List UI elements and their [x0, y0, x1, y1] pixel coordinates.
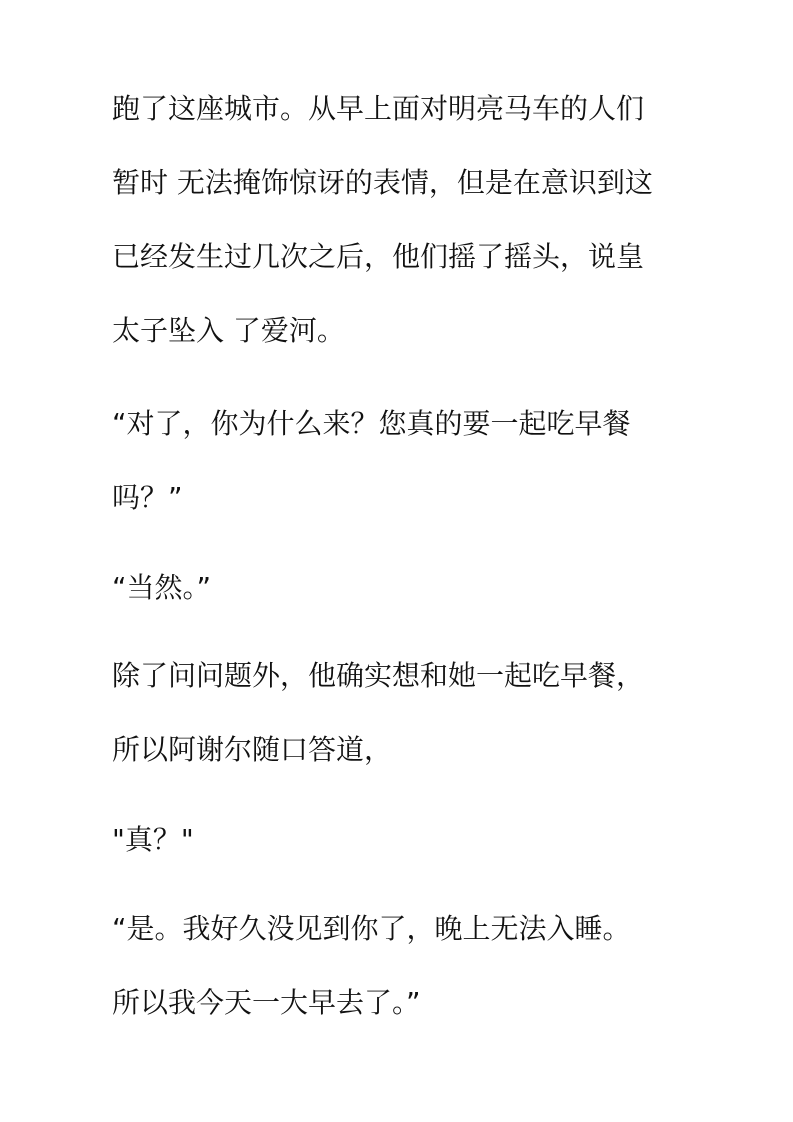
text-line-6: 吗？” [112, 481, 183, 514]
text-line-12: 所以我今天一大早去了。” [112, 986, 421, 1019]
text-line-4: 太子坠入 了爱河。 [112, 314, 345, 347]
text-line-7: “当然。” [112, 571, 212, 604]
text-line-9: 所以阿谢尔随口答道， [112, 733, 393, 766]
text-line-1: 跑了这座城市。从早上面对明亮马车的人们 [112, 92, 645, 125]
text-line-3: 已经发生过几次之后，他们摇了摇头，说皇 [112, 240, 645, 273]
text-line-5: “对了，你为什么来？您真的要一起吃早餐 [112, 407, 631, 440]
text-line-11: “是。我好久没见到你了，晚上无法入睡。 [112, 912, 631, 945]
text-line-8: 除了问问题外，他确实想和她一起吃早餐， [112, 659, 645, 692]
text-line-10: "真？" [112, 823, 194, 856]
text-line-2: 暂时 无法掩饰惊讶的表情，但是在意识到这 [112, 166, 653, 199]
